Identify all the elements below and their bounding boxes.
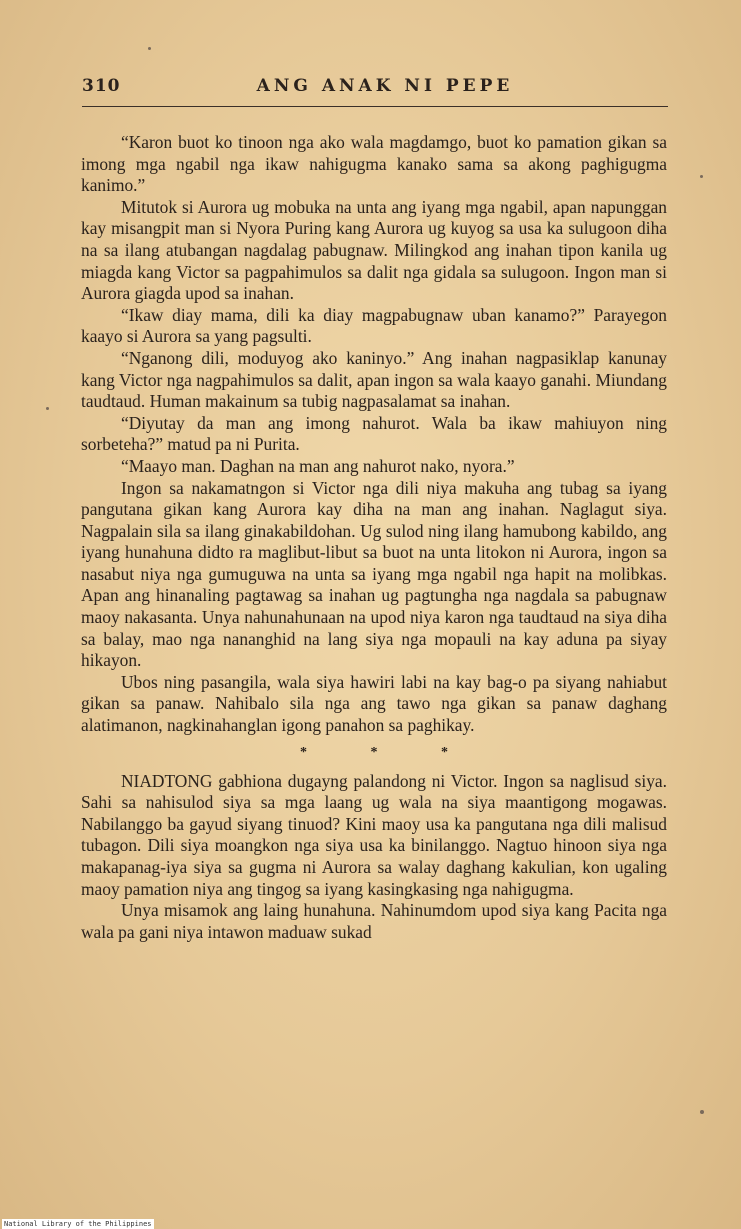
paragraph: Unya misamok ang laing hunahuna. Nahinumdom upod siya kang Pacita nga wala pa gani niya intawon maduaw sukad: [81, 900, 667, 942]
paper-speck: [700, 175, 703, 178]
library-credit: National Library of the Philippines: [4, 1220, 152, 1228]
body-text: [81, 132, 667, 943]
header-rule: [82, 106, 668, 107]
paragraph: Ingon sa nakamatngon si Victor nga dili niya makuha ang tubag sa iyang pangutana gikan kang Aurora kay diha na man ang inahan. Naglagut siya. Nagpalain sila sa ilang ginakabildohan. Ug sulod ning ilang hamubong kabildo, ang iyang hunahuna didto ra maglibut-libut sa buot na unta litokon ni Aurora, ingon sa nasabut niya nga gumuguwa na unta sa iyang mga ngabil nga hapit na molibkas. Apan ang hinanaling pagtawag sa inahan ug pagtungha nga nagdala sa pabugnaw maoy nakasanta. Unya nahunahunaan na upod niya karon nga taudtaud na siya diha sa balay, mao nga nananghid na lang siya nga mopauli na kay aduna pa siyay hikayon.: [81, 477, 667, 671]
page-number: 310: [82, 76, 121, 96]
paragraph: Ubos ning pasangila, wala siya hawiri labi na kay bag-o pa siyang nahiabut gikan sa panaw. Nahibalo sila nga ang tawo nga gikan sa panaw daghang alatimanon, nagkinahanglan igong panahon sa paghikay.: [81, 671, 667, 736]
paper-speck: [148, 47, 151, 50]
section-break-ornament: * * *: [300, 744, 478, 760]
paragraph: Mitutok si Aurora ug mobuka na unta ang iyang mga ngabil, apan napunggan kay misangpit man si Nyora Puring kang Aurora ug kuyog sa usa ka sulugoon diha na sa ilang atubangan nagdalag pabugnaw. Milingkod ang inahan tipon kanila ug miagda kang Victor sa pagpahimulos sa dalit nga gidala sa sulugoon. Ingon man si Aurora giagda upod sa inahan.: [81, 196, 667, 304]
running-title: ANG ANAK NI PEPE: [256, 76, 514, 96]
paragraph: “Ikaw diay mama, dili ka diay magpabugnaw uban kanamo?” Parayegon kaayo si Aurora sa yang pagsulti.: [81, 304, 667, 347]
paragraph: NIADTONG gabhiona dugayng palandong ni Victor. Ingon sa naglisud siya. Sahi sa nahisulod siya sa mga laang ug wala na siya maantigong mogawas. Nabilanggo ba gayud siyang tinuod? Kini maoy usa ka pangutana nga dili malisud tubagon. Dili siya moangkon nga siya usa ka binilanggo. Nagtuo hinoon siya nga makapanag-iya siya sa gugma ni Aurora sa walay daghang kakulian, kon ugaling maoy pamation niya ang tingog sa iyang kasingkasing nga nahigugma.: [81, 770, 667, 899]
paragraph: “Karon buot ko tinoon nga ako wala magdamgo, buot ko pamation gikan sa imong mga ngabil nga ikaw nahigugma kanako sama sa akong paghigugma kanimo.”: [81, 132, 667, 196]
paragraph: “Maayo man. Daghan na man ang nahurot nako, nyora.”: [121, 455, 515, 476]
paragraph: “Diyutay da man ang imong nahurot. Wala ba ikaw mahiuyon ning sorbeteha?” matud pa ni Purita.: [81, 412, 667, 455]
page-header: [82, 76, 668, 102]
paragraph: “Nganong dili, moduyog ako kaninyo.” Ang inahan nagpasiklap kanunay kang Victor nga nagpahimulos sa dalit, apan ingon sa wala kaayo ganahi. Miundang taudtaud. Human makainum sa tubig nagpasalamat sa inahan.: [81, 347, 667, 412]
paper-speck: [46, 407, 49, 410]
paper-speck: [700, 1110, 704, 1114]
